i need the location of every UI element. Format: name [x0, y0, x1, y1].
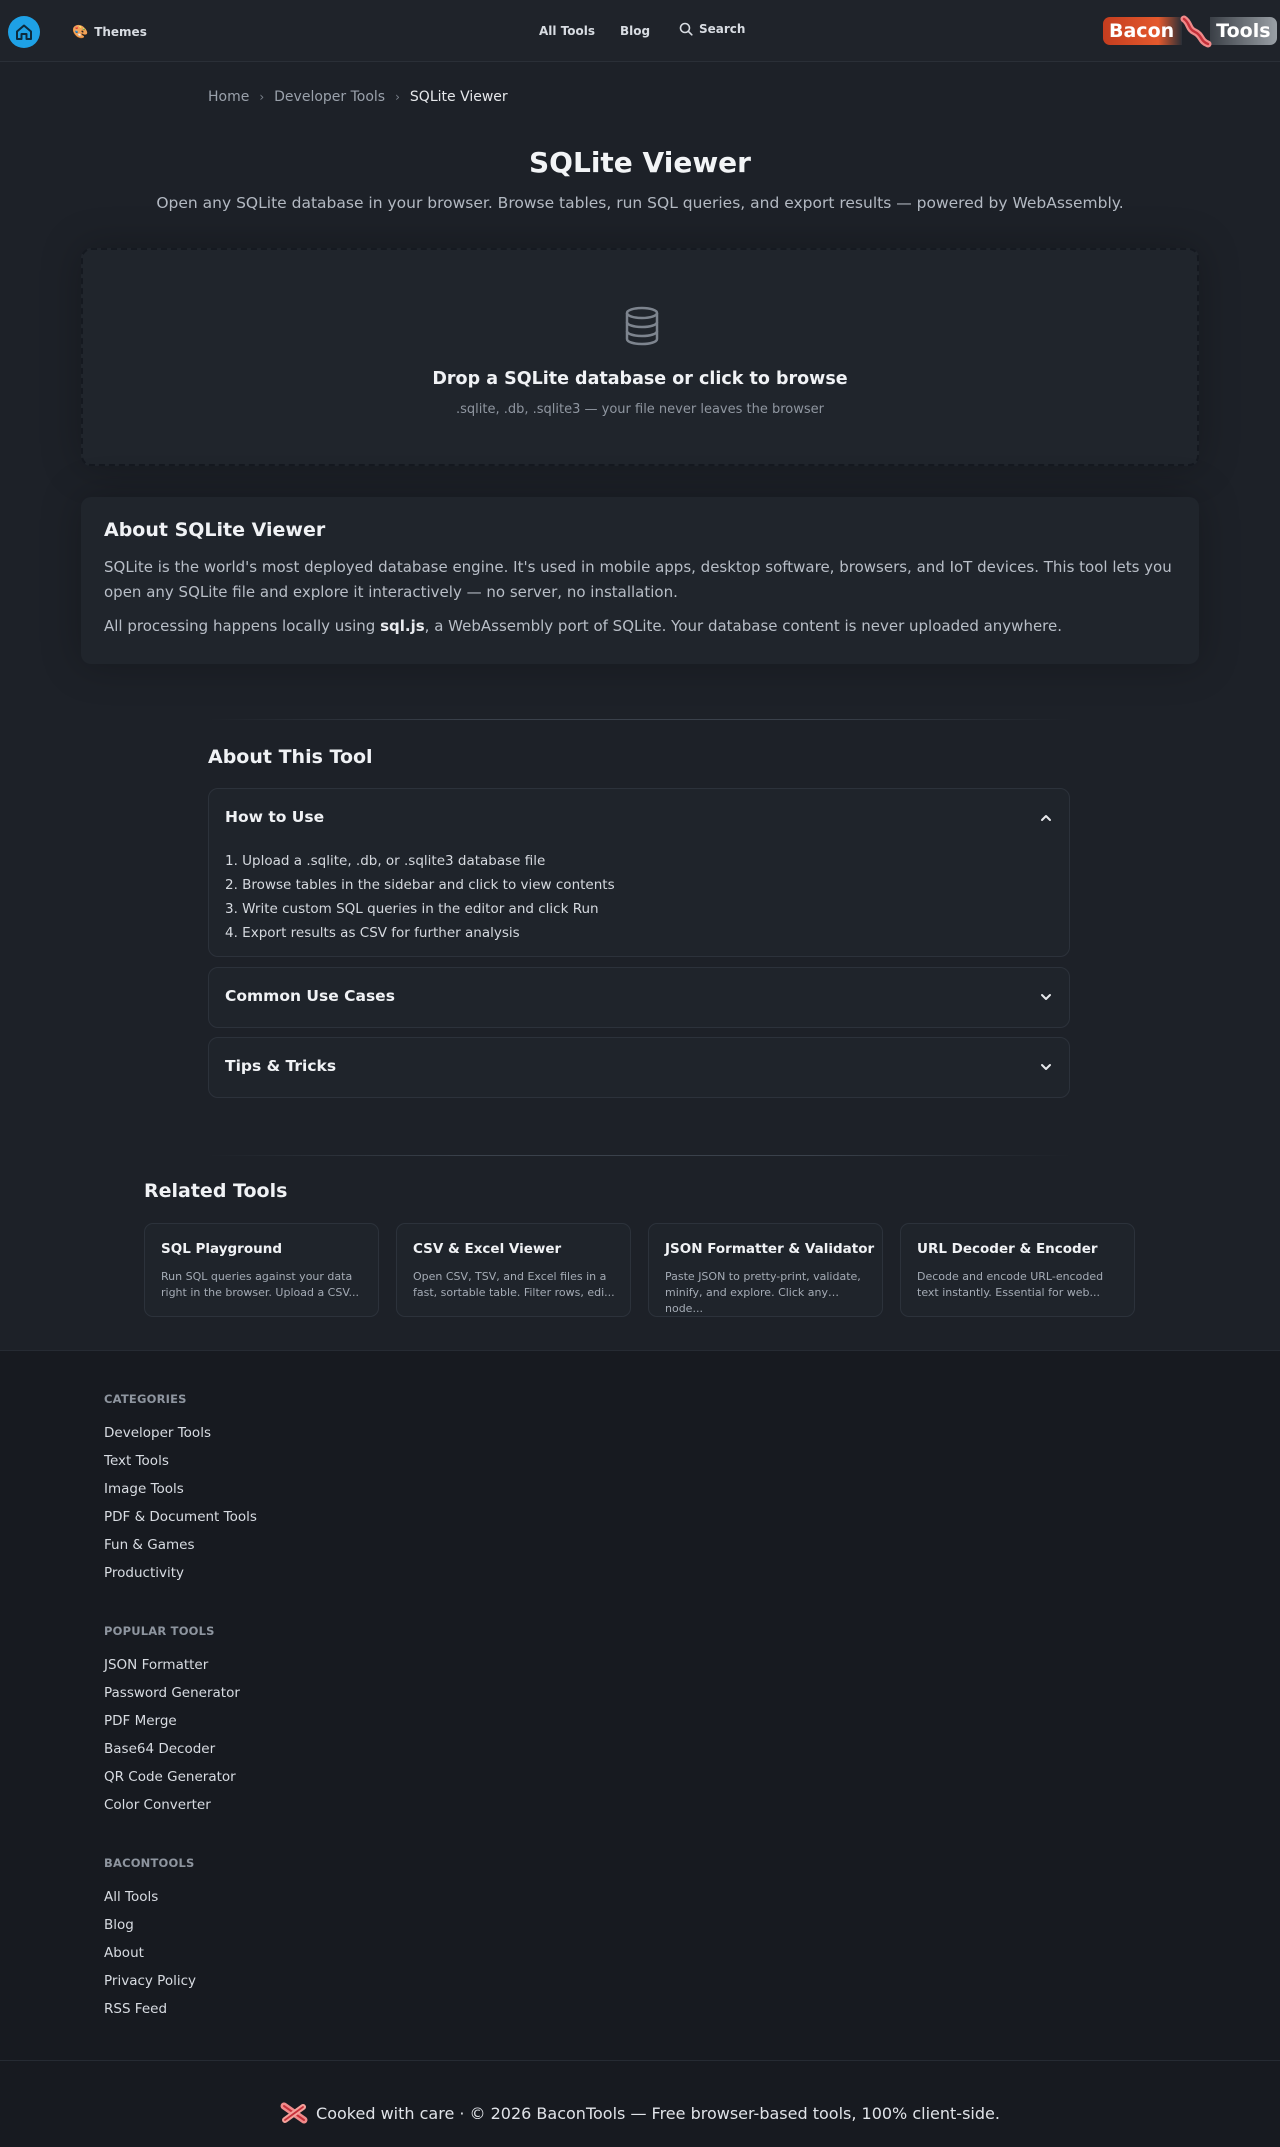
footer-popular-list — [104, 1657, 240, 1825]
accordion-title: Common Use Cases — [225, 987, 395, 1005]
breadcrumb — [208, 89, 508, 105]
footer-link[interactable]: JSON Formatter — [104, 1657, 209, 1673]
related-tool-desc: Decode and encode URL-encoded text instantly. Essential for web... — [917, 1270, 1104, 1299]
house-icon — [14, 22, 34, 42]
related-tool-desc: Run SQL queries against your data right in the browser. Upload a CSV... — [161, 1270, 359, 1299]
footer-categories-list — [104, 1425, 257, 1593]
chevron-down-icon — [1039, 990, 1053, 1004]
footer-link[interactable]: QR Code Generator — [104, 1769, 236, 1785]
footer-link[interactable]: PDF & Document Tools — [104, 1509, 257, 1525]
footer-link[interactable]: Developer Tools — [104, 1425, 211, 1441]
nav-blog[interactable]: Blog — [620, 24, 651, 38]
logo-text-tools: Tools — [1210, 17, 1276, 45]
footer-link[interactable]: Password Generator — [104, 1685, 240, 1701]
footer-link[interactable]: All Tools — [104, 1889, 159, 1905]
how-to-steps — [225, 849, 615, 945]
about-paragraph-local: All processing happens locally using sql.js, a WebAssembly port of SQLite. Your database content is never uploaded anywhere. — [104, 617, 1063, 635]
accordion-tips-tricks[interactable] — [208, 1037, 1070, 1098]
section-divider — [208, 1155, 1070, 1156]
footer-link[interactable]: PDF Merge — [104, 1713, 177, 1729]
bacon-icon — [280, 2099, 308, 2127]
footer-divider — [0, 2060, 1280, 2061]
footer-bacontools-list — [104, 1889, 196, 2029]
breadcrumb-home[interactable]: Home — [208, 89, 250, 105]
list-item: 4. Export results as CSV for further analysis — [225, 925, 520, 941]
related-tool-card-csv-viewer[interactable] — [396, 1223, 631, 1317]
related-tool-card-sql-playground[interactable] — [144, 1223, 379, 1317]
related-tool-name: JSON Formatter & Validator — [665, 1241, 875, 1257]
related-tool-card-json-formatter[interactable] — [648, 1223, 883, 1317]
page-subtitle: Open any SQLite database in your browser. Browse tables, run SQL queries, and export results — powered by WebAssembly. — [156, 194, 1124, 212]
home-icon[interactable] — [8, 16, 40, 48]
footer-heading-popular: POPULAR TOOLS — [104, 1624, 215, 1638]
about-paragraph: SQLite is the world's most deployed database engine. It's used in mobile apps, desktop software, browsers, and IoT devices. This tool lets you open any SQLite file and explore it interactively — no server, no installation. — [104, 558, 1172, 601]
footer-link[interactable]: Image Tools — [104, 1481, 184, 1497]
copyright-text: Cooked with care · © 2026 BaconTools — Free browser-based tools, 100% client-side. — [316, 2103, 1000, 2123]
dropzone-hint: .sqlite, .db, .sqlite3 — your file never leaves the browser — [455, 402, 824, 417]
about-tool-title: About This Tool — [208, 746, 373, 768]
dropzone-title: Drop a SQLite database or click to browse — [432, 369, 848, 389]
themes-label: Themes — [94, 25, 147, 39]
footer-copyright — [0, 2099, 1280, 2127]
accordion-common-use-cases[interactable] — [208, 967, 1070, 1028]
page-title: SQLite Viewer — [529, 146, 751, 179]
palette-icon: 🎨 — [72, 24, 89, 40]
related-tool-name: URL Decoder & Encoder — [917, 1241, 1098, 1257]
site-logo[interactable] — [1103, 16, 1271, 46]
nav-all-tools[interactable]: All Tools — [539, 24, 596, 38]
file-dropzone[interactable] — [81, 248, 1199, 466]
accordion-how-to-use[interactable] — [208, 788, 1070, 957]
related-tool-name: SQL Playground — [161, 1241, 282, 1257]
section-divider — [208, 719, 1070, 720]
accordion-title: Tips & Tricks — [225, 1057, 337, 1075]
footer-link[interactable]: Text Tools — [104, 1453, 169, 1469]
list-item: 2. Browse tables in the sidebar and click to view contents — [225, 877, 615, 893]
list-item: 1. Upload a .sqlite, .db, or .sqlite3 database file — [225, 853, 546, 869]
chevron-up-icon — [1039, 811, 1053, 825]
themes-button[interactable] — [72, 21, 147, 43]
chevron-right-icon: › — [395, 90, 400, 104]
breadcrumb-category[interactable]: Developer Tools — [274, 89, 386, 105]
chevron-right-icon: › — [259, 90, 265, 104]
footer-link[interactable]: Fun & Games — [104, 1537, 195, 1553]
accordion-title: How to Use — [225, 808, 325, 826]
about-title: About SQLite Viewer — [104, 519, 326, 541]
chevron-down-icon — [1039, 1060, 1053, 1074]
footer-link[interactable]: Productivity — [104, 1565, 185, 1581]
search-label: Search — [699, 22, 746, 36]
footer-link[interactable]: Privacy Policy — [104, 1973, 197, 1989]
footer-heading-categories: CATEGORIES — [104, 1392, 187, 1406]
related-tool-card-url-decoder[interactable] — [900, 1223, 1135, 1317]
footer-link[interactable]: Color Converter — [104, 1797, 211, 1813]
list-item: 3. Write custom SQL queries in the editor and click Run — [225, 901, 599, 917]
breadcrumb-current: SQLite Viewer — [409, 89, 508, 105]
nav-search-button[interactable] — [679, 22, 745, 36]
related-tool-name: CSV & Excel Viewer — [413, 1241, 562, 1257]
footer-link[interactable]: RSS Feed — [104, 2001, 168, 2017]
related-tools-title: Related Tools — [144, 1180, 288, 1202]
related-tool-desc: Open CSV, TSV, and Excel files in a fast, sortable table. Filter rows, edi... — [413, 1270, 615, 1299]
site-header — [0, 0, 1280, 62]
related-tool-desc: Paste JSON to pretty-print, validate, minify, and explore. Click any node... — [665, 1270, 861, 1315]
footer-heading-bacontools: BACONTOOLS — [104, 1856, 195, 1870]
about-card — [81, 497, 1199, 664]
logo-text-bacon: Bacon — [1103, 17, 1182, 45]
sqljs-highlight: sql.js — [380, 617, 425, 635]
search-icon — [679, 22, 693, 36]
footer-link[interactable]: About — [104, 1945, 144, 1961]
bacon-strip-icon — [1178, 13, 1214, 49]
footer-link[interactable]: Blog — [104, 1917, 134, 1933]
site-footer — [0, 1350, 1280, 2147]
footer-link[interactable]: Base64 Decoder — [104, 1741, 216, 1757]
database-icon — [620, 304, 664, 348]
